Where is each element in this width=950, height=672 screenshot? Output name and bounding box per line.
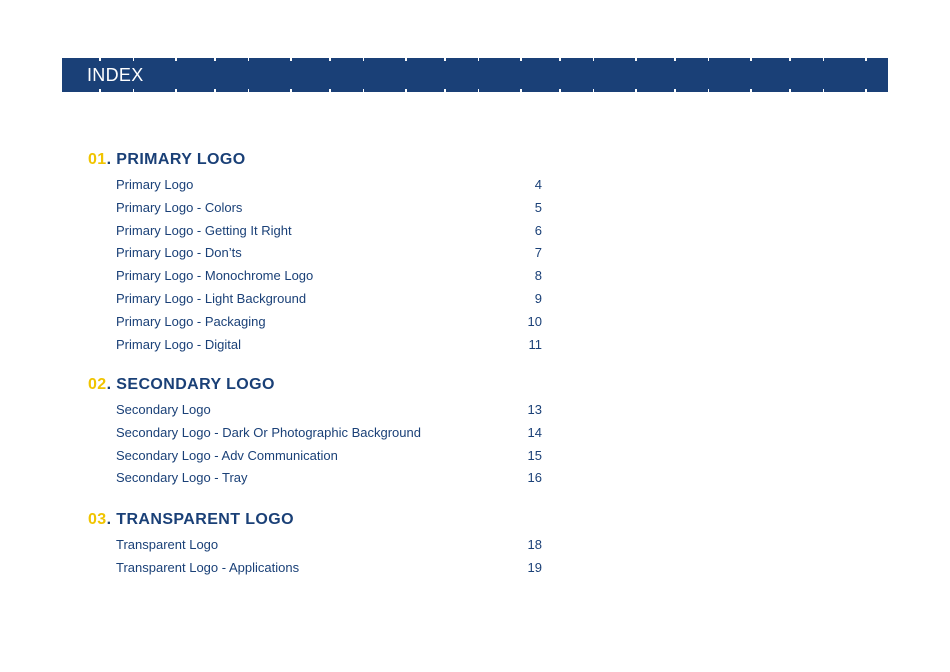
toc-entry-label: Transparent Logo - Applications <box>116 559 300 575</box>
toc-entry-label: Secondary Logo - Tray <box>116 470 248 486</box>
toc-entry-page: 11 <box>528 336 542 352</box>
toc-entry[interactable] <box>88 334 548 357</box>
toc-entry[interactable] <box>88 445 548 468</box>
section-heading <box>88 510 548 530</box>
toc-entry[interactable] <box>88 399 548 422</box>
toc-entry-page: 16 <box>527 470 542 486</box>
section-number: 03 <box>88 511 107 528</box>
toc-entry[interactable] <box>88 534 548 557</box>
toc-entry-page: 5 <box>534 199 542 215</box>
toc-entry[interactable] <box>88 557 548 580</box>
toc-entry-page: 6 <box>534 222 542 238</box>
page-title: INDEX <box>87 65 144 85</box>
toc-entry-page: 8 <box>534 268 542 284</box>
toc-entry-label: Secondary Logo - Dark Or Photographic Background <box>116 424 421 440</box>
toc-entry-label: Primary Logo - Light Background <box>116 290 307 306</box>
toc-entry[interactable] <box>88 288 548 311</box>
toc-section-primary-logo <box>88 150 548 356</box>
section-title: . SECONDARY LOGO <box>106 376 275 393</box>
section-title: . PRIMARY LOGO <box>106 151 246 168</box>
toc-entry-label: Transparent Logo <box>116 537 219 552</box>
toc-entry[interactable] <box>88 422 548 445</box>
toc-entry-page: 9 <box>534 290 542 306</box>
index-header-band <box>62 58 888 92</box>
toc-entry[interactable] <box>88 174 548 197</box>
toc-entry[interactable] <box>88 242 548 265</box>
toc-section-secondary-logo <box>88 375 548 490</box>
toc-entry-label: Secondary Logo - Adv Communication <box>116 447 338 463</box>
toc-section-transparent-logo <box>88 510 548 580</box>
toc-entry-label: Primary Logo <box>116 177 194 192</box>
toc-entry-page: 13 <box>527 402 542 417</box>
toc-entry-label: Secondary Logo <box>116 402 211 417</box>
toc-entry-label: Primary Logo - Digital <box>116 336 241 352</box>
toc-entry[interactable] <box>88 220 548 243</box>
toc-entry[interactable] <box>88 467 548 490</box>
section-number: 02 <box>88 376 107 393</box>
toc-entry-page: 14 <box>527 424 542 440</box>
section-title: . TRANSPARENT LOGO <box>106 511 294 528</box>
toc-entry-page: 10 <box>527 313 542 329</box>
toc-entry[interactable] <box>88 311 548 334</box>
toc-entry-page: 15 <box>527 447 542 463</box>
toc-entry[interactable] <box>88 197 548 220</box>
section-number: 01 <box>88 151 107 168</box>
toc-entry-label: Primary Logo - Monochrome Logo <box>116 268 314 284</box>
toc-entry-page: 7 <box>534 245 542 261</box>
toc-entry[interactable] <box>88 265 548 288</box>
section-heading <box>88 150 548 170</box>
toc-entry-label: Primary Logo - Don’ts <box>116 245 242 261</box>
toc-entry-label: Primary Logo - Packaging <box>116 313 266 329</box>
section-heading <box>88 375 548 395</box>
toc-entry-page: 18 <box>527 537 542 552</box>
toc-entry-label: Primary Logo - Getting It Right <box>116 222 292 238</box>
toc-entry-label: Primary Logo - Colors <box>116 199 243 215</box>
toc-entry-page: 4 <box>534 177 542 192</box>
toc-entry-page: 19 <box>527 559 542 575</box>
